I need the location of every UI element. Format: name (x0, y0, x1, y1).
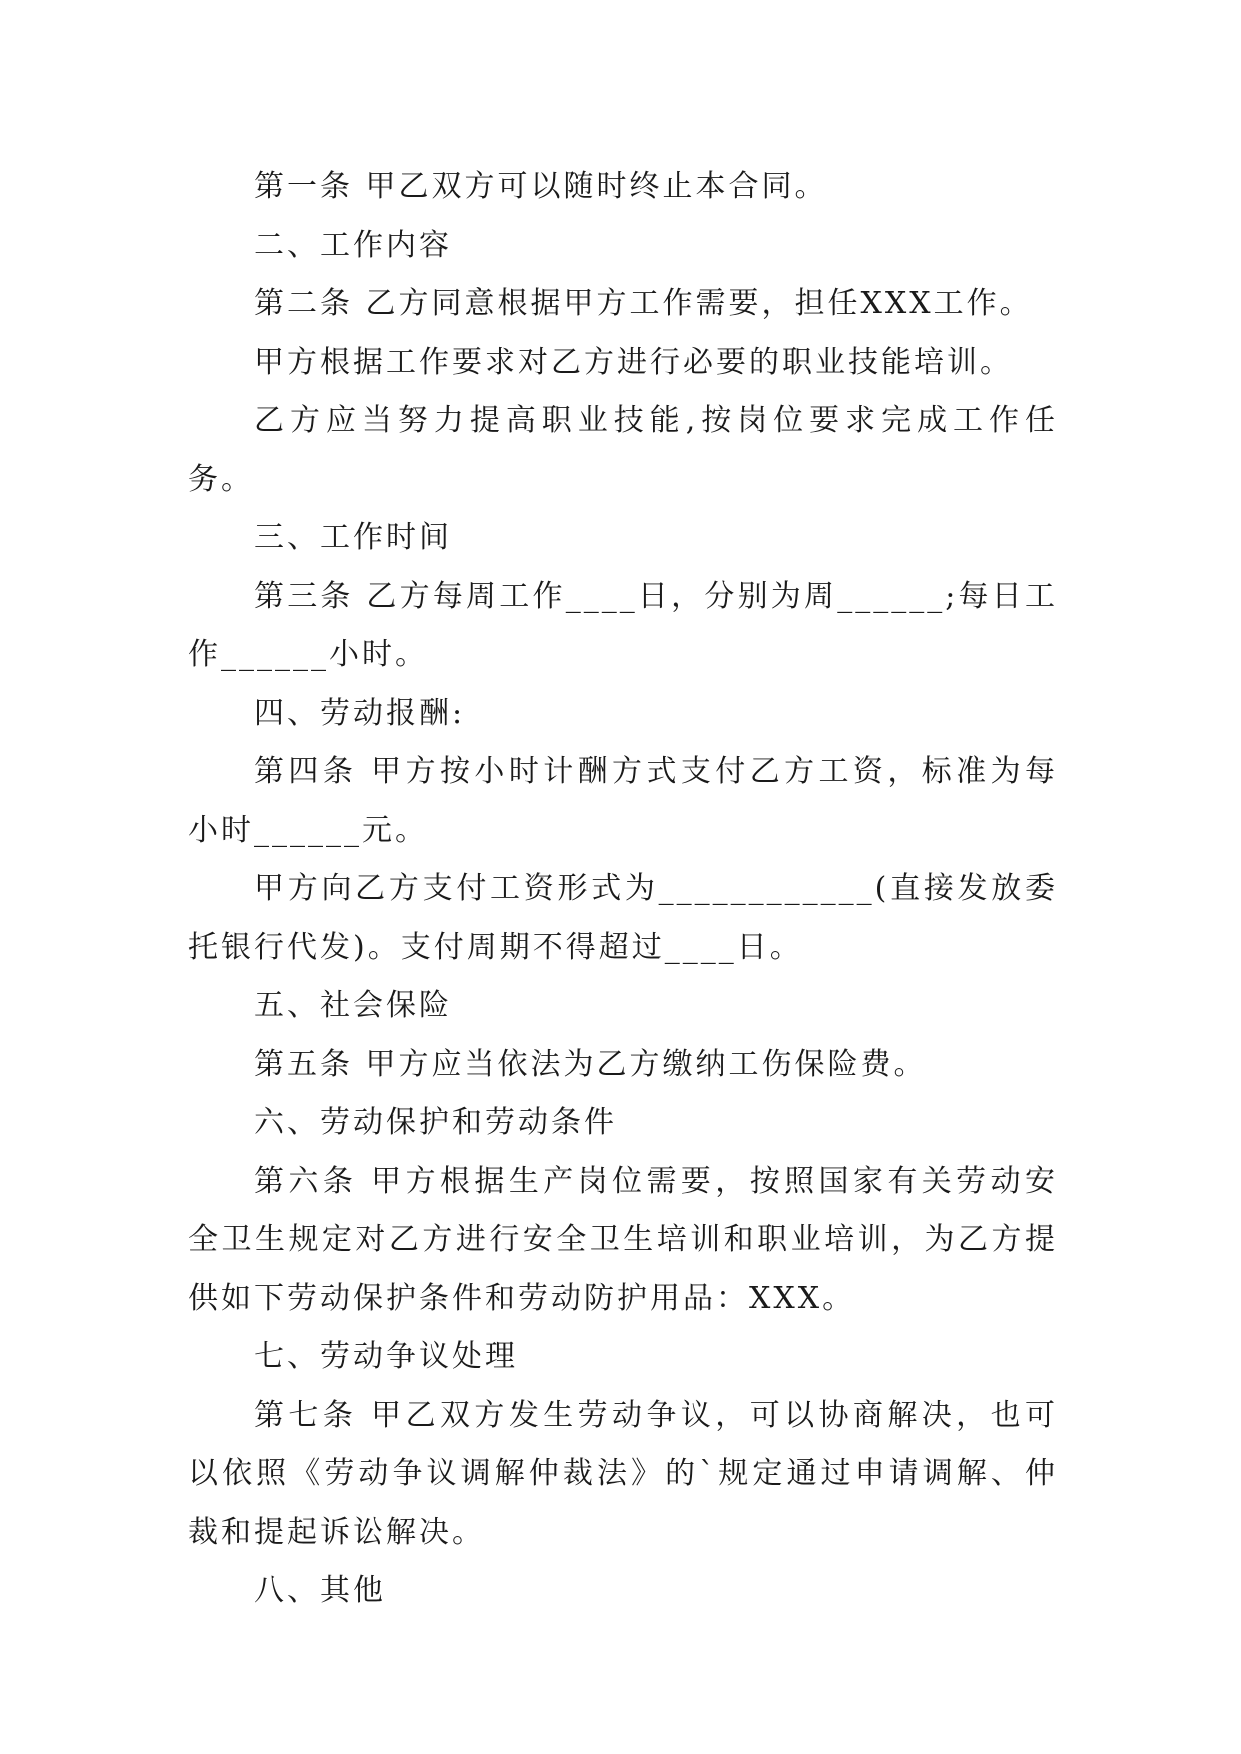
clause-2-text: 第二条 乙方同意根据甲方工作需要，担任XXX工作。 (254, 286, 1033, 321)
section-2-heading: 二、工作内容 (254, 227, 452, 263)
section-5-heading: 五、社会保险 (254, 988, 452, 1023)
section-8-heading: 八、其他 (254, 1573, 386, 1608)
section-3-heading: 三、工作时间 (254, 520, 452, 555)
clause-6-text: 第六条 甲方根据生产岗位需要，按照国家有关劳动安全卫生规定对乙方进行安全卫生培训和职业培训，为乙方提供如下劳动保护条件和劳动防护用品：XXX。 (188, 1163, 1058, 1316)
training-paragraph: 甲方根据工作要求对乙方进行必要的职业技能培训。 (254, 344, 1013, 380)
clause-3-text: 第三条 乙方每周工作____日，分别为周______;每日工作______小时。 (188, 578, 1058, 672)
clause-4-text: 第四条 甲方按小时计酬方式支付乙方工资，标准为每小时______元。 (188, 754, 1058, 848)
document-body (188, 158, 1058, 1621)
clause-5-text: 第五条 甲方应当依法为乙方缴纳工伤保险费。 (254, 1046, 927, 1082)
section-4-heading: 四、劳动报酬: (254, 695, 466, 731)
section-6-heading: 六、劳动保护和劳动条件 (254, 1105, 617, 1140)
payment-form-paragraph: 甲方向乙方支付工资形式为____________(直接发放委托银行代发)。支付周期不得超过____日。 (188, 871, 1058, 965)
clause-7-text: 第七条 甲乙双方发生劳动争议，可以协商解决，也可以依照《劳动争议调解仲裁法》的`规定通过申请调解、仲裁和提起诉讼解决。 (188, 1397, 1058, 1550)
skills-paragraph: 乙方应当努力提高职业技能,按岗位要求完成工作任务。 (188, 403, 1058, 497)
section-7-heading: 七、劳动争议处理 (254, 1339, 518, 1374)
clause-1-text: 第一条 甲乙双方可以随时终止本合同。 (254, 169, 828, 204)
